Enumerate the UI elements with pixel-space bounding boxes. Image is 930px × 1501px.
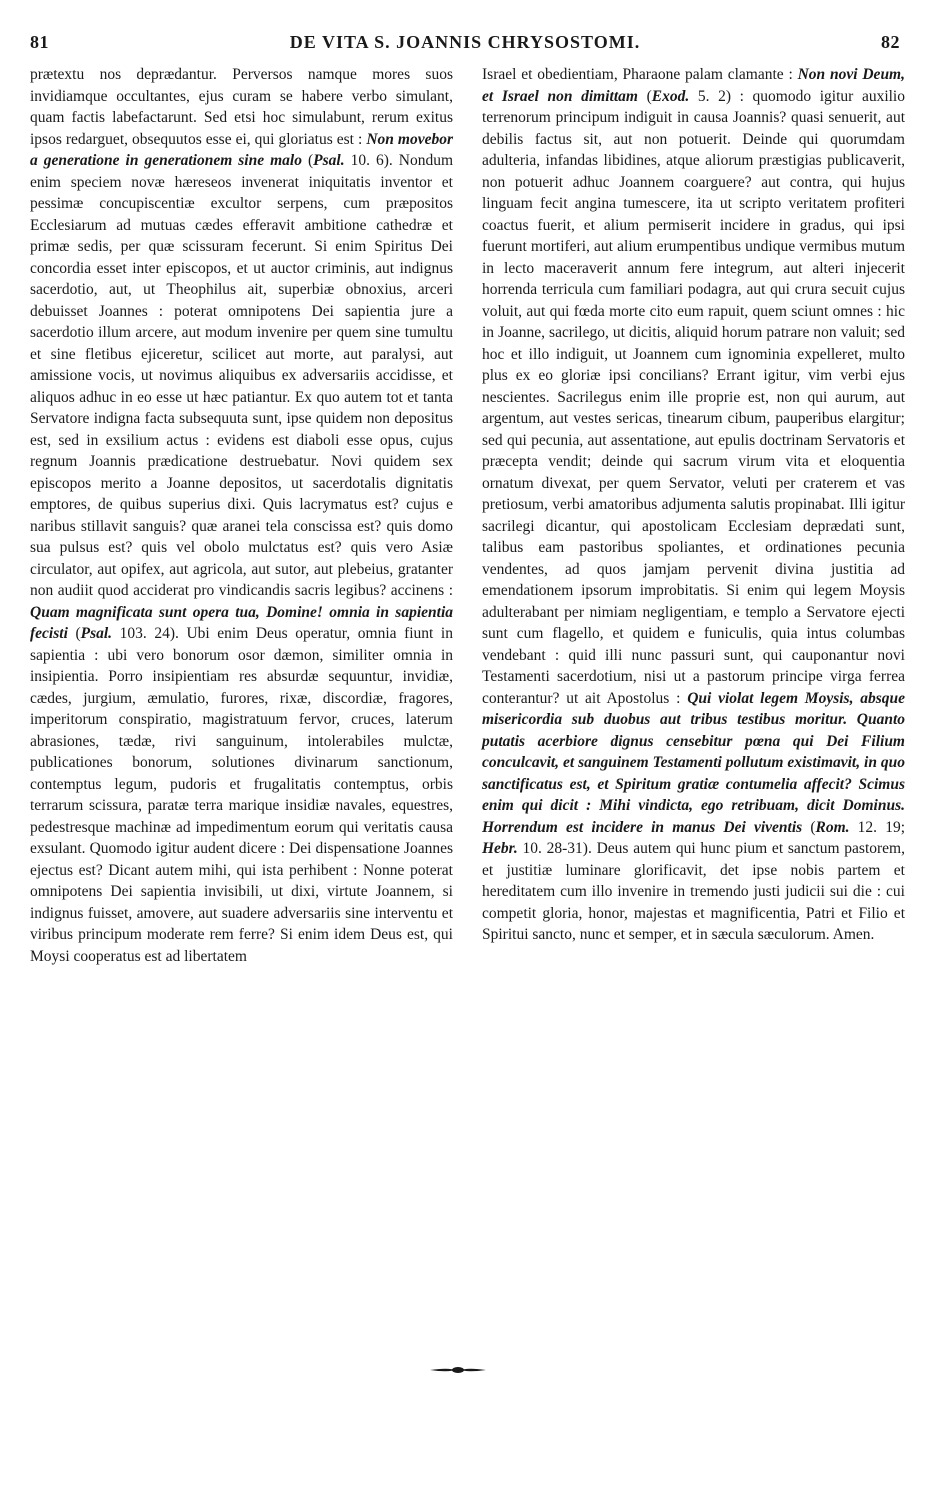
left-column <box>30 64 453 967</box>
text-segment: Israel et obedientiam, Pharaone palam clamante : <box>482 66 798 83</box>
text-segment: ( <box>301 152 314 169</box>
scripture-reference: Rom. <box>815 818 850 836</box>
right-column <box>482 64 905 946</box>
scripture-quote: Qui violat legem Moysis, absque misericordia sub duobus aut tribus testibus moritur. Quanto putatis acerbiore dignus censebitur pœna qui Dei Filium conculcavit, et sanguinem Testamenti pollutum existimavit, in quo sanctificatus est, et Spiritum gratiæ contumelia affecit? Scimus enim qui dicit : Mihi vindicta, ego retribuam, dicit Dominus. Horrendum est incidere in manus Dei viventis <box>482 689 906 836</box>
running-title: DE VITA S. JOANNIS CHRYSOSTOMI. <box>289 32 641 52</box>
text-segment: prætextu nos deprædantur. Perversos namque mores suos invidiamque occultantes, ejus curam se habere verbo simulant, quam factis labefactarunt. Sed etsi hoc simulabunt, rerum exitus ipsos redarguet, obsequutos esse ei, qui gloriatus est : <box>30 66 453 148</box>
scripture-quote: Non novi Deum, et Israel non dimittam <box>482 66 905 105</box>
text-segment: ( <box>637 87 652 105</box>
scripture-reference: Psal. <box>313 152 345 169</box>
page-number-right: 82 <box>881 32 900 52</box>
page-number-left: 81 <box>30 32 49 52</box>
page-header <box>30 32 900 54</box>
end-ornament-icon <box>430 1365 486 1375</box>
left-column-text <box>30 64 453 967</box>
scripture-reference: Psal. <box>80 625 113 642</box>
scripture-reference: Hebr. <box>482 840 518 857</box>
scripture-quote: Non movebor a generatione in generationem sine malo <box>30 130 453 169</box>
text-segment: 10. 28-31). Deus autem qui hunc pium et sanctum pastorem, et justitiæ luminare glorificavit, det ipse nobis partem et hereditatem cum illo invenire in tremendo justi judicii sui die : cui competit gloria, honor, majestas et magnificentia, Patri et Filio et Spiritui sancto, nunc et semper, et in sæcula sæculorum. Amen. <box>482 840 905 943</box>
right-column-text <box>482 64 905 946</box>
text-segment: ( <box>802 818 816 836</box>
scripture-quote: Quam magnificata sunt opera tua, Domine! omnia in sapientia fecisti <box>30 603 453 642</box>
text-segment: 103. 24). Ubi enim Deus operatur, omnia fiunt in sapientia : ubi vero bonorum osor dæmon, similiter omnia in insipientia. Porro insipientiam res absurdæ sequuntur, invidiæ, cædes, jurgium, æmulatio, furores, rixæ, discordiæ, fragores, imperitorum conspiratio, magistratuum fervor, cruces, laterum abrasiones, tædæ, rivi sanguinum, intolerabiles mulctæ, publicationes bonorum, solutiones divinarum sanctionum, contemptus legum, pudoris et frugalitatis contemptus, orbis terrarum scissura, paratæ terra marique insidiæ navales, equestres, pedestresque machinæ ad impedimentum eorum qui veritatis causa exsulant. Quomodo igitur audent dicere : Dei dispensatione Joannes ejectus est? Dicant autem mihi, qui ista perhibent : Nonne poterat omnipotens Dei sapientia invisibili, ut dixi, virtute Joannem, si indignus fuisset, amovere, aut suadere adversariis sine interventu et viribus principum moderate rem ferre? Si enim idem Deus est, qui Moysi cooperatus est ad libertatem <box>30 625 453 965</box>
text-segment: ( <box>67 625 81 642</box>
text-segment: 10. 6). Nondum enim speciem novæ hæreseos invenerat iniquitatis inventor et pessimæ concupiscentiæ excultor serpens, cum præpositos Ecclesiarum ad mutuas cædes efferavit ambitione cathedræ et primæ sedis, per quæ scissuram fecerunt. Si enim Spiritus Dei concordia esset inter episcopos, et ut auctor criminis, aut indignus sacerdotio, aut, ut Theophilus ait, superbiæ obnoxius, arceri debuisset Joannes : poterat omnipotens Dei sapientia jure a sacerdotio illum arcere, aut modum invenire per quem sine tumultu et sine fletibus ejiceretur, scilicet aut morte, aut paralysi, aut amissione vocis, ut novimus aliquibus ex adversariis accidisse, et aliquos adhuc in eo esse ut hæc patiantur. Ex quo autem tot et tanta Servatore indigna facta subsequuta sunt, ipse quidem non depositus est, sed in exsilium actus : evidens est diaboli esse opus, cujus regnum Joannis prædicatione destruebatur. Novi quidem sex episcopos merito a Joanne depositos, ut sacerdotalis dignitatis emptores, de quibus superius dixi. Quis lacrymatus est? cujus e naribus stillavit sanguis? quæ aranei tela conscissa est? quis domo sua pulsus est? quis vel obolo mulctatus est? quis vero Asiæ circulator, aut opifex, aut agricola, aut sutor, aut plebeius, gratanter non audiit quod acciderat pro vindicandis sacris legibus? accinens : <box>30 152 454 599</box>
scripture-reference: Exod. <box>651 87 690 105</box>
text-segment: 5. 2) : quomodo igitur auxilio terrenorum principum indiguit in causa Joannis? quasi senuerit, aut debilis factus sit, aut non potuerit. Deinde qui quorumdam adulteria, infandas libidines, atque aliorum præstigias publicaverit, non potuerit adhuc Joannem coarguere? aut contra, qui hujus linguam fecit angina tumescere, ita ut scripto veritatem profiteri coactus fuerit, et alium permiserit incidere in gradus, qui ipsi fuerunt mortiferi, aut alium erumpentibus undique vermibus mutum in lecto maceraverit annum fere integrum, aut alteri injecerit horrenda terricula cum familiari podagra, aut qui crura secuit cujus voluit, aut qui fœda morte cito eum rapuit, quem sciunt omnes : hic in Joanne, sacrilego, ut dicitis, aliquid horum patrare non valuit; sed hoc et illo indiguit, ut Joannem cum ignominia expelleret, multo plus ex eo gloriæ ipsi concilians? Errant igitur, vim verbi ejus nescientes. Sacrilegus enim ille proprie est, non qui aurum, aut argentum, aut vestes sericas, tinearum cibum, pauperibus elargitur; sed qui pecunia, aut assentatione, aut epulis doctrinam Servatoris et præcepta vendit; deinde qui sacrum virum vita et eloquentia ornatum divexat, per quem Servator, veluti per craterem et vas pretiosum, verbi amatoribus adjumenta salutis propinabat. Illi igitur sacrilegi dicantur, qui apostolicam Ecclesiam deprædati sunt, talibus eam pastoribus spoliantes, et ordinationes pecunia vendentes, ad quos jamjam pervenit divina justitia ad emendationem ipsorum improbitatis. Si enim qui legem Moysis adulterabant per nimiam negligentiam, e templo a Servatore ejecti sunt cum flagello, et quidem e funiculis, quia intus columbas vendebant : quid illi nunc passuri sunt, qui cauponantur novi Testamenti sacerdotium, nisi ut a pastorum principe virga ferrea conterantur? ut ait Apostolus : <box>482 87 905 707</box>
text-segment: 12. 19; <box>849 818 905 836</box>
